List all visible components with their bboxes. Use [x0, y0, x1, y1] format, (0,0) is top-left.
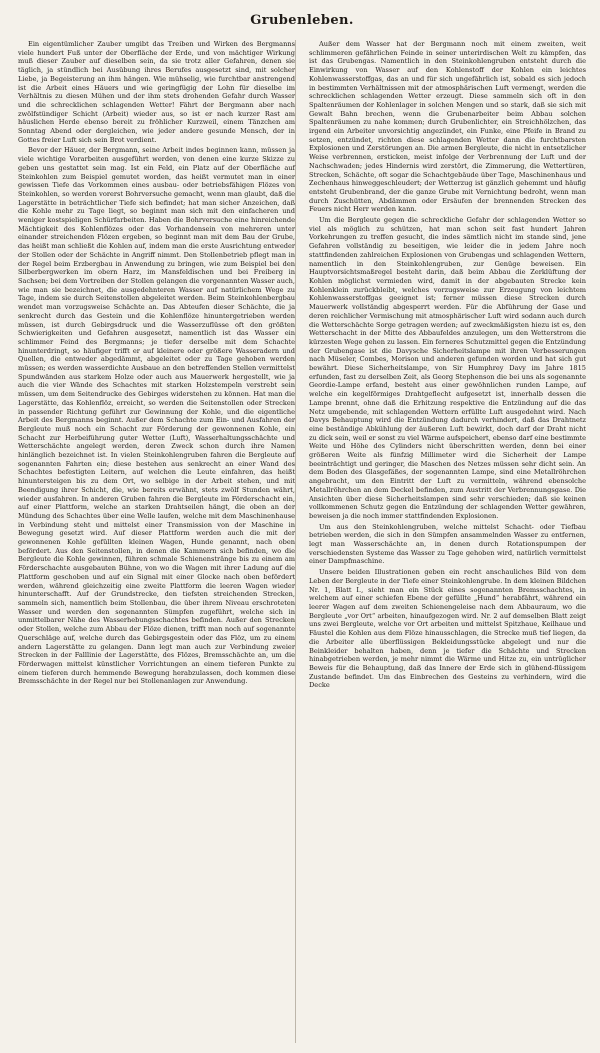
article-title: Grubenleben. [250, 13, 354, 28]
left-column [18, 40, 295, 692]
article-columns [18, 40, 586, 692]
paragraph: Um aus den Steinkohlengruben, welche mittelst Schacht- oder Tiefbau betrieben werden, die sich in den Sümpfen ansammelnden Wasser zu entfernen, legt man Wasserschächte an, in denen durch Rotationspumpen der verschiedensten Systeme das Wasser zu Tage gehoben wird, natürlich vermittelst einer Dampfmaschine. [309, 522, 586, 566]
paragraph: Unsere beiden Illustrationen geben ein recht anschauliches Bild von dem Leben der Bergleute in der Tiefe einer Steinkohlengrube. In dem kleinen Bildchen Nr. 1, Blatt I., sieht man ein Stück eines sogenannten Bremsschachtes, in welchem auf einer schiefen Ebene der gefüllte „Hund“ herabfährt, während ein leerer Wagen auf dem zweiten Schienengeleise nach dem Abbauraum, wo die Bergleute „vor Ort“ arbeiten, hinaufgezogen wird. Nr. 2 auf demselben Blatt zeigt uns zwei Bergleute, welche vor Ort arbeiten und mittelst Spitzhaue, Keilhaue und Fäustel die Kohlen aus dem Flöze hinausschlagen, die Strecke muß tief liegen, da die Arbeiter alle überflüssigen Bekleidungsstücke abgelegt und nur die Beinkleider behalten haben, denn je tiefer die Schächte und Strecken hinabgetrieben werden, je mehr nimmt die Wärme und Hitze zu, ein untrüglicher Beweis für die Behauptung, daß das Innere der Erde sich in glühend-flüssigem Zustande befindet. Um das Einbrechen des Gesteins zu verhindern, wird die Decke [309, 568, 586, 690]
paragraph: Außer dem Wasser hat der Bergmann noch mit einem zweiten, weit schlimmeren gefährlichen Feinde in seiner unterirdischen Welt zu kämpfen, das ist das Grubengas. Namentlich in den Steinkohlengruben entsteht durch die Einwirkung von Wasser auf den Kohlenstoff der Kohlen ein leichtes Kohlenwasserstoffgas, das an und für sich ungefährlich ist, sobald es sich jedoch in bestimmten Verhältnissen mit der atmosphärischen Luft vermengt, werden die schrecklichen schlagenden Wetter erzeugt. Diese sammeln sich oft in den Spaltenräumen der Kohlenlager in solchen Mengen und so stark, daß sie sich mit Gewalt Bahn brechen, wenn die Grubenarbeiter beim Abbau solchen Spaltenräumen zu nahe kommen; durch Grubenlichter, ein Streichhölzchen, das irgend ein Arbeiter unvorsichtig angezündet, ein Funke, eine Pfeife in Brand zu setzen, entzündet, richten diese schlagenden Wetter dann die furchtbarsten Explosionen und Zerstörungen an. Die armen Bergleute, die nicht in entsetzlicher Weise verbrennen, ersticken, meist infolge der Verbrennung der Luft und der Nachschwaden; jedes Hindernis wird zerstört, die Zimmerung, die Wettertüren, Strecken, Schächte, oft sogar die Schachtgebäude über Tage, Maschinenhaus und Zechenhaus hinweggeschleudert; der Wetterzug ist gänzlich gehemmt und häufig entsteht Grubenbrand, der die ganze Grube mit Vernichtung bedroht, wenn man durch Zuschütten, Abdämmen oder Ersäufen der brennenden Strecken des Feuers nicht Herr werden kann. [309, 40, 586, 214]
column-divider [295, 40, 296, 1043]
paragraph: Bevor der Häuer, der Bergmann, seine Arbeit indes beginnen kann, müssen ja viele wichtige Vorarbeiten ausgeführt werden, von denen eine kurze Skizze zu geben uns gestattet sein mag. Ist ein Feld, ein Platz auf der Oberfläche auf Steinkohlen zum Beispiel gemutet worden, das heißt vermutet man in einer gewissen Tiefe das Vorkommen eines ausbau- oder betriebsfähigen Flözes von Steinkohlen, so werden vorerst Bohrversuche gemacht, wenn man glaubt, daß die Lagerstätte in beträchtlicher Tiefe sich befindet; hat man sicher Anzeichen, daß die Kohle mehr zu Tage liegt, so beginnt man sich mit den einfacheren und weniger kostspieligen Schürfarbeiten. Haben die Bohrversuche eine hinreichende Mächtigkeit des Kohlenflözes oder das Vorhandensein von mehreren unter einander streichenden Flözen ergeben, so beginnt man mit dem Bau der Grube, das heißt man schließt die Kohlen auf, indem man die erste Ausrichtung entweder der Stollen oder der Schächte in Angriff nimmt. Den Stollenbetrieb pflegt man in der Regel beim Erzbergbau in Anwendung zu bringen, wie zum Beispiel bei den Silberbergwerken im obern Harz, im Mansfeldischen und bei Freiberg in Sachsen; bei dem Vortreiben der Stollen gelangen die vorgenannten Wasser auch, wie man sie bezeichnet, die ausgedehnteren Wasser auf natürlichem Wege zu Tage, indem sie durch Seitenstollen abgeleitet werden. Beim Steinkohlenbergbau wendet man vorzugsweise Schächte an. Das Abteufen dieser Schächte, die ja senkrecht durch das Gestein und die Kohlenflöze hinuntergetrieben werden müssen, ist durch Gebirgsdruck und die Wasserzuflüsse oft den größten Schwierigkeiten und Gefahren ausgesetzt, namentlich ist das Wasser ein schlimmer Feind des Bergmanns; je tiefer derselbe mit dem Schachte hinunterdringt, so häufiger trifft er auf kleinere oder größere Wasseradern und Quellen, die entweder abgedämmt, abgeleitet oder zu Tage gehoben werden müssen; es werden wasserdichte Ausbaue an den betreffenden Stellen vermittelst Spundwänden aus starkem Holze oder auch aus Mauerwerk hergestellt, wie ja auch die vier Wände des Schachtes mit starken Holzstempeln verstrebt sein müssen, um dem Seitendrucke des Gebirges widerstehen zu können. Hat man die Lagerstätte, das Kohlenflöz, erreicht, so werden die Seitenstollen oder Strecken in passender Richtung geführt zur Gewinnung der Kohle, und die eigentliche Arbeit des Bergmanns beginnt. Außer dem Schachte zum Ein- und Ausfahren der Bergleute muß noch ein Schacht zur Förderung der gewonnenen Kohle, ein Schacht zur Herbeiführung guter Wetter (Luft), Wasserhaltungsschächte und Wetterschächte angelegt werden, deren Zweck schon durch ihre Namen hinlänglich bezeichnet ist. In vielen Steinkohlengruben fahren die Bergleute auf sogenannten Fahrten ein; diese bestehen aus senkrecht an einer Wand des Schachtes befestigten Leitern, auf welchen die Leute einfahren, das heißt hinuntersteigen bis zu dem Ort, wo selbige in der Arbeit stehen, und mit Beendigung ihrer Schicht, die, wie bereits erwähnt, stets zwölf Stunden währt, wieder ausfahren. In anderen Gruben fahren die Bergleute im Förderschacht ein, auf einer Plattform, welche an starken Drahtseilen hängt, die oben an der Mündung des Schachtes über eine Welle laufen, welche mit dem Maschinenhause in Verbindung steht und mittelst einer Transmission von der Maschine in Bewegung gesetzt wird. Auf dieser Plattform werden auch die mit der gewonnenen Kohle gefüllten kleinen Wagen, Hunde genannt, nach oben befördert. Aus den Seitenstollen, in denen die Kammern sich befinden, wo die Bergleute die Kohle gewinnen, führen schmale Schienenstränge bis zu einem am Förderschachte ausgebauten Bühne, von wo die Wagen mit ihrer Ladung auf die Plattform geschoben und auf ein Signal mit einer Glocke nach oben befördert werden, während gleichzeitig eine zweite Plattform die leeren Wagen wieder hinunterschafft. Auf der Grundstrecke, den tiefsten streichenden Strecken, sammeln sich, namentlich beim Stollenbau, die über ihrem Niveau erschroteten Wasser und werden den sogenannten Sümpfen zugeführt, welche sich in unmittelbarer Nähe des Wasserhebungsschachtes befinden. Außer den Strecken oder Stollen, welche zum Abbau der Flöze dienen, trifft man noch auf sogenannte Querschläge auf, welche durch das Gebirgsgestein oder das Flöz, um zu einem andern Lagerstätte zu gelangen. Dann legt man auch zur Verbindung zweier Strecken in der Falllinie der Lagerstätte, des Flözes, Bremsschächte an, um die Förderwagen mittelst künstlicher Vorrichtungen an einem tieferen Punkte zu einem tieferen durch hemmende Bewegung herabzulassen, doch kommen diese Bremsschächte in der Regel nur bei Stollenanlagen zur Anwendung. [18, 146, 295, 686]
paragraph: Ein eigentümlicher Zauber umgibt das Treiben und Wirken des Bergmanns viele hundert Fuß unter der Oberfläche der Erde, und von mächtiger Wirkung muß dieser Zauber auf dieselben sein, da sie trotz aller Gefahren, denen sie täglich, ja stündlich bei Ausübung ihres Berufes ausgesetzt sind, mit solcher Liebe, ja Begeisterung an ihm hängen. Wie mühselig, wie furchtbar anstrengend ist die Arbeit eines Häuers und wie geringfügig der Lohn für dieselbe im Verhältnis zu diesen Mühen und der ihm stets drohenden Gefahr durch Wasser und die schrecklichen schlagenden Wetter! Fährt der Bergmann aber nach zwölfstündiger Schicht (Arbeit) wieder aus, so ist er nach kurzer Rast am häuslichen Herde ebenso bereit zu fröhlicher Kurzweil, einem Tänzchen am Sonntag Abend oder dergleichen, wie jeder andere gesunde Mensch, der in Gottes freier Luft sich sein Brot verdient. [18, 40, 295, 144]
paragraph: Um die Bergleute gegen die schreckliche Gefahr der schlagenden Wetter so viel als möglich zu schützen, hat man schon seit fast hundert Jahren Vorkehrungen zu treffen gesucht, die indes sämtlich nicht im stande sind, jene Gefahren vollständig zu beseitigen, wie leider die in jedem Jahre noch stattfindenden zahlreichen Explosionen von Grubengas und schlagenden Wettern, namentlich in den Steinkohlengruben, zur Genüge beweisen. Ein Hauptvorsichtsmaßregel besteht darin, daß beim Abbau die Zerklüftung der Kohlen möglichst vermieden wird, damit in der abgebauten Strecke kein Kohlenklein zurückbleibt, welches vorzugsweise zur Erzeugung von leichtem Kohlenwasserstoffgas geeignet ist; ferner müssen diese Strecken durch Mauerwerk vollständig abgesperrt werden. Für die Abführung der Gase und deren reichlicher Vermischung mit atmosphärischer Luft wird sodann auch durch die Wetterschächte Sorge getragen werden; auf zweckmäßigsten hiezu ist es, den Wetterschacht in der Mitte des Abbaufeldes anzulegen, um den Wetterstrom die kürzesten Wege gehen zu lassen. Ein ferneres Schutzmittel gegen die Entzündung der Grubengase ist die Davysche Sicherheitslampe mit ihren Verbesserungen nach Müseler, Combes, Morison und anderen gefunden worden und hat sich gut bewährt. Diese Sicherheitslampe, von Sir Humphrey Davy im Jahre 1815 erfunden, fast zu derselben Zeit, als Georg Stephenson die bei uns als sogenannte Geordie-Lampe erfand, besteht aus einer gewöhnlichen runden Lampe, auf welche ein kegelförmiges Drahtgeflecht aufgesetzt ist, innerhalb dessen die Lampe brennt, ohne daß die Erhitzung respektive die Entzündung auf die das Netz umgebende, mit schlagenden Wettern erfüllte Luft ausgedehnt wird. Nach Davys Behauptung wird die Entzündung dadurch verhindert, daß das Drahtnetz eine beständige Abkühlung der äußeren Luft bewirkt, doch darf der Draht nicht zu dick sein, weil er sonst zu viel Wärme aufspeichert, ebenso darf eine bestimmte Weite und Höhe des Cylinders nicht überschritten werden, denn bei einer größeren Weite als fünfzig Millimeter wird die Sicherheit der Lampe beeinträchtigt und geringer, die Maschen des Netzes müssen sehr dicht sein. An dem Boden des Glasgefäßes, der sogenannten Lampe, sind eine Metallröhrchen angebracht, um den Eintritt der Luft zu vermitteln, während ebensolche Metallröhrchen an dem Deckel befinden, zum Austritt der Verbrennungsgase. Die Ansichten über diese Sicherheitslampen sind sehr verschieden; daß sie keinen vollkommenen Schutz gegen die Entzündung der schlagenden Wetter gewähren, beweisen ja die noch immer stattfindenden Explosionen. [309, 216, 587, 520]
right-column [309, 40, 586, 692]
